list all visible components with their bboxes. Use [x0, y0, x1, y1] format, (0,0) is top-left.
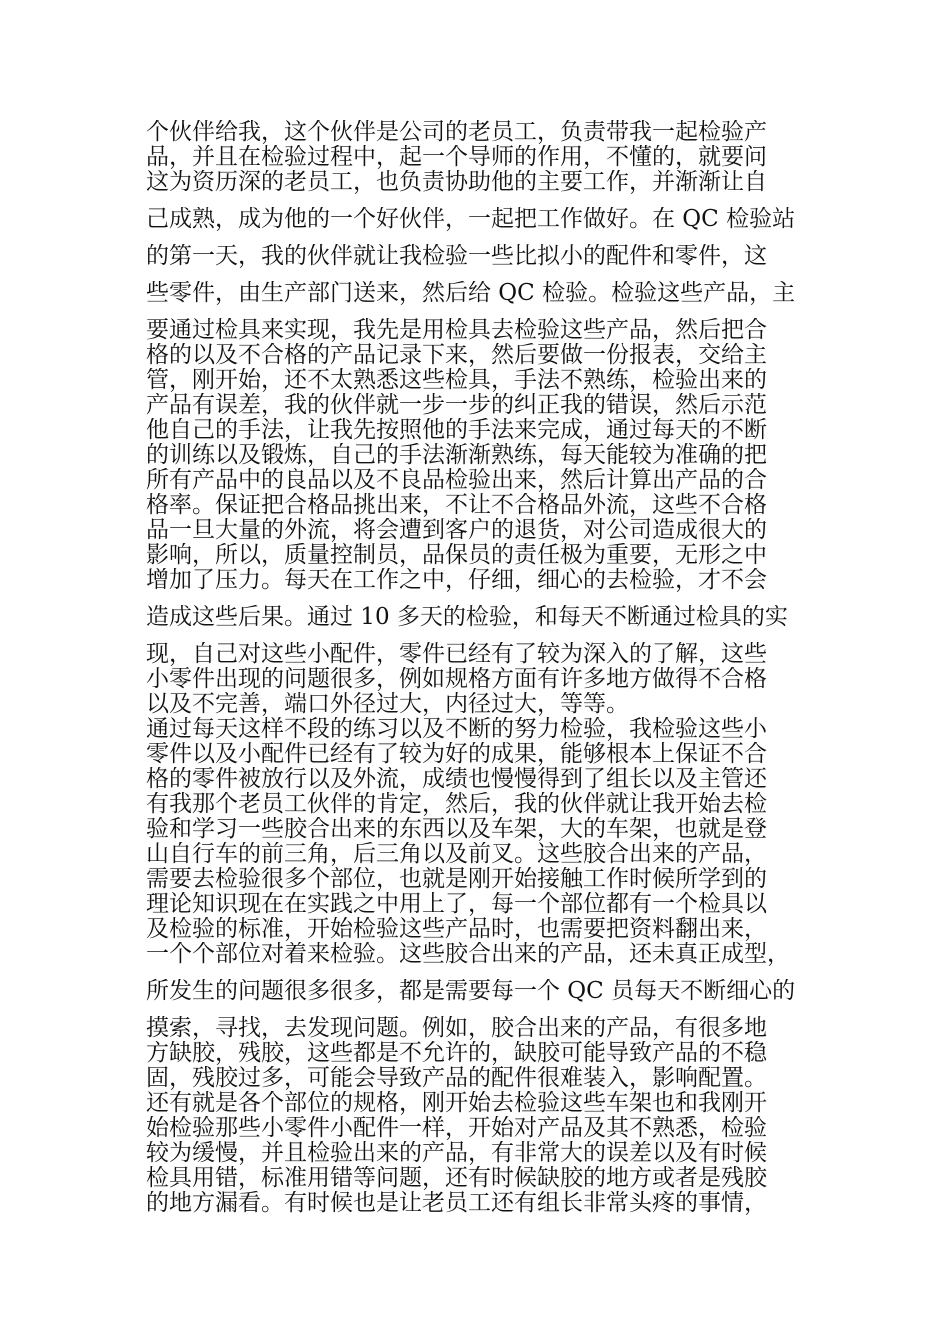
- text-line: 他自己的手法，让我先按照他的手法来完成，通过每天的不断: [146, 418, 767, 443]
- text-line: 通过每天这样不段的练习以及不断的努力检验，我检验这些小: [146, 717, 767, 742]
- text-line: 的训练以及锻炼，自己的手法渐渐熟练，每天能较为准确的把: [146, 443, 767, 468]
- text-line: 方缺胶，残胶，这些都是不允许的，缺胶可能导致产品的不稳: [146, 1041, 767, 1066]
- text-line: 的第一天，我的伙伴就让我检验一些比拟小的配件和零件，这: [146, 244, 767, 269]
- text-line: 始检验那些小零件小配件一样，开始对产品及其不熟悉，检验: [146, 1116, 767, 1141]
- text-line: 产品有误差，我的伙伴就一步一步的纠正我的错误，然后示范: [146, 393, 767, 418]
- text-line: 格的以及不合格的产品记录下来，然后要做一份报表，交给主: [146, 343, 767, 368]
- text-line: 所发生的问题很多很多，都是需要每一个 QC 员每天不断细心的: [146, 979, 796, 1004]
- text-line: 一个个部位对着来检验。这些胶合出来的产品，还未真正成型，: [146, 942, 790, 967]
- text-line: 理论知识现在在实践之中用上了，每一个部位都有一个检具以: [146, 892, 767, 917]
- text-line: 些零件，由生产部门送来，然后给 QC 检验。检验这些产品，主: [146, 281, 796, 306]
- text-line: 还有就是各个部位的规格，刚开始去检验这些车架也和我刚开: [146, 1091, 767, 1116]
- body-text: [146, 120, 826, 1216]
- text-line: 影响，所以，质量控制员，品保员的责任极为重要，无形之中: [146, 543, 767, 568]
- text-line: 有我那个老员工伙伴的肯定，然后，我的伙伴就让我开始去检: [146, 792, 767, 817]
- text-line: 需要去检验很多个部位，也就是刚开始接触工作时候所学到的: [146, 867, 767, 892]
- text-line: 格率。保证把合格品挑出来，不让不合格品外流，这些不合格: [146, 493, 767, 518]
- text-line: 摸索，寻找，去发现问题。例如，胶合出来的产品，有很多地: [146, 1016, 767, 1041]
- text-line: 品一旦大量的外流，将会遭到客户的退货，对公司造成很大的: [146, 518, 767, 543]
- text-line: 品，并且在检验过程中，起一个导师的作用，不懂的，就要问: [146, 145, 767, 170]
- text-line: 要通过检具来实现，我先是用检具去检验这些产品，然后把合: [146, 318, 767, 343]
- text-line: 及检验的标准，开始检验这些产品时，也需要把资料翻出来，: [146, 917, 767, 942]
- text-line: 这为资历深的老员工，也负责协助他的主要工作，并渐渐让自: [146, 170, 767, 195]
- text-line: 较为缓慢，并且检验出来的产品，有非常大的误差以及有时候: [146, 1141, 767, 1166]
- text-line: 个伙伴给我，这个伙伴是公司的老员工，负责带我一起检验产: [146, 120, 767, 145]
- text-line: 山自行车的前三角，后三角以及前叉。这些胶合出来的产品，: [146, 842, 767, 867]
- text-line: 现，自己对这些小配件，零件已经有了较为深入的了解，这些: [146, 642, 767, 667]
- text-line: 造成这些后果。通过 10 多天的检验，和每天不断通过检具的实: [146, 605, 788, 630]
- text-line: 管，刚开始，还不太熟悉这些检具，手法不熟练，检验出来的: [146, 368, 767, 393]
- text-line: 小零件出现的问题很多，例如规格方面有许多地方做得不合格: [146, 667, 767, 692]
- text-line: 的地方漏看。有时候也是让老员工还有组长非常头疼的事情，: [146, 1191, 767, 1216]
- text-line: 验和学习一些胶合出来的东西以及车架，大的车架，也就是登: [146, 817, 767, 842]
- text-line: 所有产品中的良品以及不良品检验出来，然后计算出产品的合: [146, 468, 767, 493]
- text-line: 己成熟，成为他的一个好伙伴，一起把工作做好。在 QC 检验站: [146, 207, 796, 232]
- text-line: 增加了压力。每天在工作之中，仔细，细心的去检验，才不会: [146, 568, 767, 593]
- text-line: 零件以及小配件已经有了较为好的成果，能够根本上保证不合: [146, 742, 767, 767]
- text-line: 以及不完善，端口外径过大，内径过大，等等。: [146, 692, 629, 717]
- text-line: 格的零件被放行以及外流，成绩也慢慢得到了组长以及主管还: [146, 767, 767, 792]
- text-line: 固，残胶过多，可能会导致产品的配件很难装入，影响配置。: [146, 1066, 767, 1091]
- text-line: 检具用错，标准用错等问题，还有时候缺胶的地方或者是残胶: [146, 1166, 767, 1191]
